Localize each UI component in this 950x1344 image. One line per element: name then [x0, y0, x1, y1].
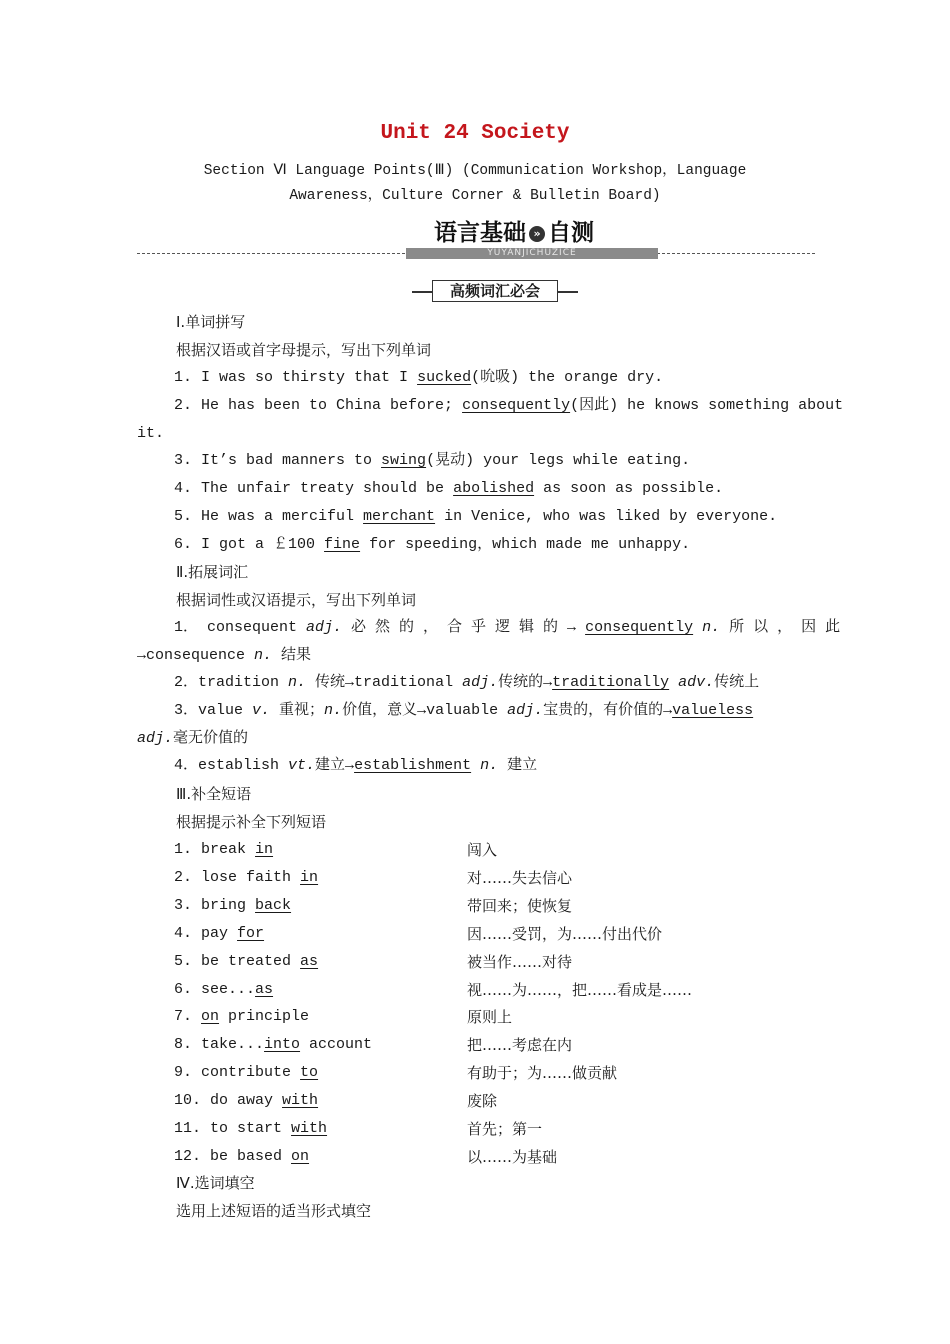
- item-number: 5.: [174, 508, 193, 525]
- item-text: 2．tradition: [174, 674, 289, 691]
- sec4-heading: Ⅳ.选词填空: [176, 1174, 255, 1192]
- sec1-instruction: 根据汉语或首字母提示，写出下列单词: [176, 341, 432, 359]
- phrase-row: [174, 1147, 309, 1167]
- banner-title-b: 自测: [548, 220, 594, 246]
- tag-label: 高频词汇必会: [432, 280, 558, 302]
- item-text: [192, 1008, 201, 1025]
- phrase-meaning: 闯入: [467, 841, 498, 859]
- answer: traditionally: [552, 674, 670, 691]
- item-text: contribute: [192, 1064, 301, 1082]
- item-text: principle: [219, 1008, 310, 1026]
- phrase-meaning: 对……失去信心: [467, 868, 573, 887]
- part-of-speech: n.: [254, 647, 273, 664]
- item-text: 价值，意义→valuable: [342, 702, 508, 719]
- item-number: 1.: [174, 369, 193, 386]
- list-item: [174, 451, 690, 471]
- phrase-row: [174, 1007, 309, 1027]
- item-continuation: it.: [137, 425, 165, 442]
- item-number: 9.: [174, 1064, 193, 1082]
- unit-title: Unit 24 Society: [380, 122, 570, 145]
- phrase-meaning: 废除: [467, 1092, 498, 1111]
- item-text: 宝贵的，有价值的→: [543, 702, 673, 719]
- answer: into: [264, 1036, 301, 1054]
- list-item: [174, 673, 759, 693]
- phrase-meaning: 带回来；使恢复: [467, 896, 573, 915]
- answer: valueless: [672, 702, 754, 719]
- list-item: [174, 756, 537, 776]
- item-number: 12.: [174, 1147, 202, 1165]
- item-number: 1.: [174, 841, 193, 858]
- item-number: 6.: [174, 980, 193, 998]
- part-of-speech: adj.: [137, 730, 174, 747]
- item-number: 3.: [174, 896, 193, 914]
- phrase-row: [174, 896, 291, 916]
- phrase-meaning: 因……受罚，为……付出代价: [467, 924, 663, 943]
- tag-right-rule: [556, 291, 578, 293]
- part-of-speech: v.: [252, 702, 271, 719]
- item-text: bring: [192, 896, 256, 914]
- item-text: 毫无价值的: [173, 730, 249, 747]
- item-text: (吮吸) the orange dry.: [471, 369, 664, 386]
- item-number: 4.: [174, 480, 193, 497]
- list-item: [174, 396, 843, 416]
- answer: establishment: [354, 757, 472, 774]
- item-text: be treated: [192, 952, 301, 970]
- phrase-meaning: 首先；第一: [467, 1120, 543, 1138]
- phrase-meaning: 以……为基础: [467, 1147, 558, 1166]
- part-of-speech: vt.: [288, 757, 316, 774]
- item-continuation: [137, 646, 311, 666]
- list-item: [174, 701, 753, 721]
- item-text: 传统→traditional: [306, 674, 463, 691]
- item-text: (晃动) your legs while eating.: [426, 452, 691, 469]
- chevron-right-icon: »: [529, 226, 545, 242]
- spacer: [693, 619, 702, 636]
- part-of-speech: adj.: [507, 702, 544, 719]
- item-text: He has been to China before;: [192, 397, 463, 414]
- item-number: 7.: [174, 1008, 193, 1026]
- sec2-instruction: 根据词性或汉语提示，写出下列单词: [176, 591, 417, 609]
- item-text: 必 然 的 ， 合 乎 逻 辑 的 →: [342, 619, 586, 636]
- phrase-row: [174, 924, 264, 944]
- phrase-row: [174, 952, 318, 972]
- item-text: 1． consequent: [174, 619, 307, 636]
- banner-title-a: 语言基础: [434, 220, 526, 246]
- item-text: 3．value: [174, 702, 253, 719]
- item-number: 5.: [174, 952, 193, 970]
- phrase-meaning: 有助于；为……做贡献: [467, 1064, 618, 1083]
- item-continuation: [137, 729, 248, 749]
- part-of-speech: n.: [480, 757, 499, 774]
- tag-left-rule: [412, 291, 434, 293]
- sec1-heading: Ⅰ.单词拼写: [176, 313, 246, 331]
- part-of-speech: adv.: [678, 674, 715, 691]
- list-item: [174, 535, 690, 555]
- item-number: 8.: [174, 1036, 193, 1054]
- part-of-speech: adj.: [306, 619, 343, 636]
- item-text: as soon as possible.: [534, 480, 724, 497]
- item-text: 传统的→: [498, 674, 553, 691]
- item-text: →consequence: [137, 647, 255, 664]
- item-text: 建立: [498, 757, 538, 774]
- answer: for: [237, 924, 265, 942]
- item-text: do away: [201, 1092, 283, 1110]
- answer: with: [291, 1120, 328, 1137]
- item-number: 10.: [174, 1092, 202, 1110]
- answer: swing: [381, 452, 427, 469]
- answer: in: [255, 841, 274, 858]
- sec3-instruction: 根据提示补全下列短语: [176, 813, 327, 831]
- item-text: I was so thirsty that I: [192, 369, 418, 386]
- item-text: break: [192, 841, 256, 858]
- item-text: in Venice, who was liked by everyone.: [435, 508, 778, 525]
- list-item: [174, 368, 663, 388]
- answer: back: [255, 896, 292, 914]
- banner-pinyin: YUYANJICHUZICE: [406, 248, 658, 259]
- sec4-instruction: 选用上述短语的适当形式填空: [176, 1202, 372, 1220]
- answer: consequently: [462, 397, 571, 414]
- phrase-row: [174, 1091, 318, 1111]
- phrase-row: [174, 1035, 372, 1055]
- list-item: [174, 618, 840, 638]
- phrase-row: [174, 1063, 318, 1083]
- phrase-meaning: 把……考虑在内: [467, 1036, 573, 1055]
- banner-title: [434, 214, 594, 247]
- item-text: to start: [201, 1120, 292, 1137]
- item-text: (因此) he knows something about: [570, 397, 844, 414]
- item-number: 4.: [174, 924, 193, 942]
- answer: on: [201, 1008, 220, 1026]
- spacer: [669, 674, 678, 691]
- answer: on: [291, 1147, 310, 1165]
- item-text: lose faith: [192, 868, 301, 886]
- vocab-tag: [412, 280, 578, 302]
- answer: in: [300, 868, 319, 886]
- part-of-speech: adj.: [462, 674, 499, 691]
- list-item: [174, 507, 777, 527]
- phrase-row: [174, 868, 318, 888]
- item-text: 4．establish: [174, 757, 289, 774]
- item-text: see...: [192, 980, 256, 998]
- sec3-heading: Ⅲ.补全短语: [176, 785, 252, 803]
- item-text: account: [300, 1036, 373, 1054]
- item-text: 所 以 ， 因 此: [720, 619, 841, 636]
- answer: to: [300, 1064, 319, 1082]
- answer: sucked: [417, 369, 472, 386]
- item-text: I got a ￡100: [192, 536, 325, 553]
- item-text: 结果: [272, 647, 312, 664]
- section-banner: [406, 214, 658, 260]
- item-number: 3.: [174, 452, 193, 469]
- section-subtitle-line2: Awareness，Culture Corner & Bulletin Board): [289, 188, 661, 204]
- item-text: 传统上: [714, 674, 760, 691]
- section-subtitle-line1: Section Ⅵ Language Points(Ⅲ) (Communication Workshop，Language: [203, 163, 747, 179]
- item-number: 2.: [174, 868, 193, 886]
- phrase-row: [174, 980, 273, 1000]
- item-number: 11.: [174, 1120, 202, 1137]
- phrase-meaning: 原则上: [467, 1008, 513, 1027]
- phrase-row: [174, 1119, 327, 1139]
- answer: consequently: [585, 619, 694, 636]
- part-of-speech: n.: [702, 619, 721, 636]
- answer: abolished: [453, 480, 535, 497]
- item-text: The unfair treaty should be: [192, 480, 454, 497]
- item-text: 建立→: [315, 757, 355, 774]
- answer: merchant: [363, 508, 436, 525]
- spacer: [471, 757, 480, 774]
- phrase-row: [174, 840, 273, 860]
- item-text: for speeding，which made me unhappy.: [360, 536, 691, 553]
- answer: fine: [324, 536, 361, 553]
- item-text: It’s bad manners to: [192, 452, 382, 469]
- answer: with: [282, 1092, 319, 1110]
- answer: as: [300, 952, 319, 970]
- answer: as: [255, 980, 274, 998]
- list-item: [174, 479, 723, 499]
- sec2-heading: Ⅱ.拓展词汇: [176, 563, 249, 581]
- item-text: pay: [192, 924, 238, 942]
- part-of-speech: n.: [324, 702, 343, 719]
- item-text: 重视；: [270, 702, 325, 719]
- item-text: take...: [192, 1036, 265, 1054]
- item-number: 6.: [174, 536, 193, 553]
- phrase-meaning: 被当作……对待: [467, 952, 573, 971]
- item-text: He was a merciful: [192, 508, 364, 525]
- item-text: be based: [201, 1147, 292, 1165]
- item-number: 2.: [174, 397, 193, 414]
- phrase-meaning: 视……为……，把……看成是……: [467, 980, 693, 999]
- part-of-speech: n.: [288, 674, 307, 691]
